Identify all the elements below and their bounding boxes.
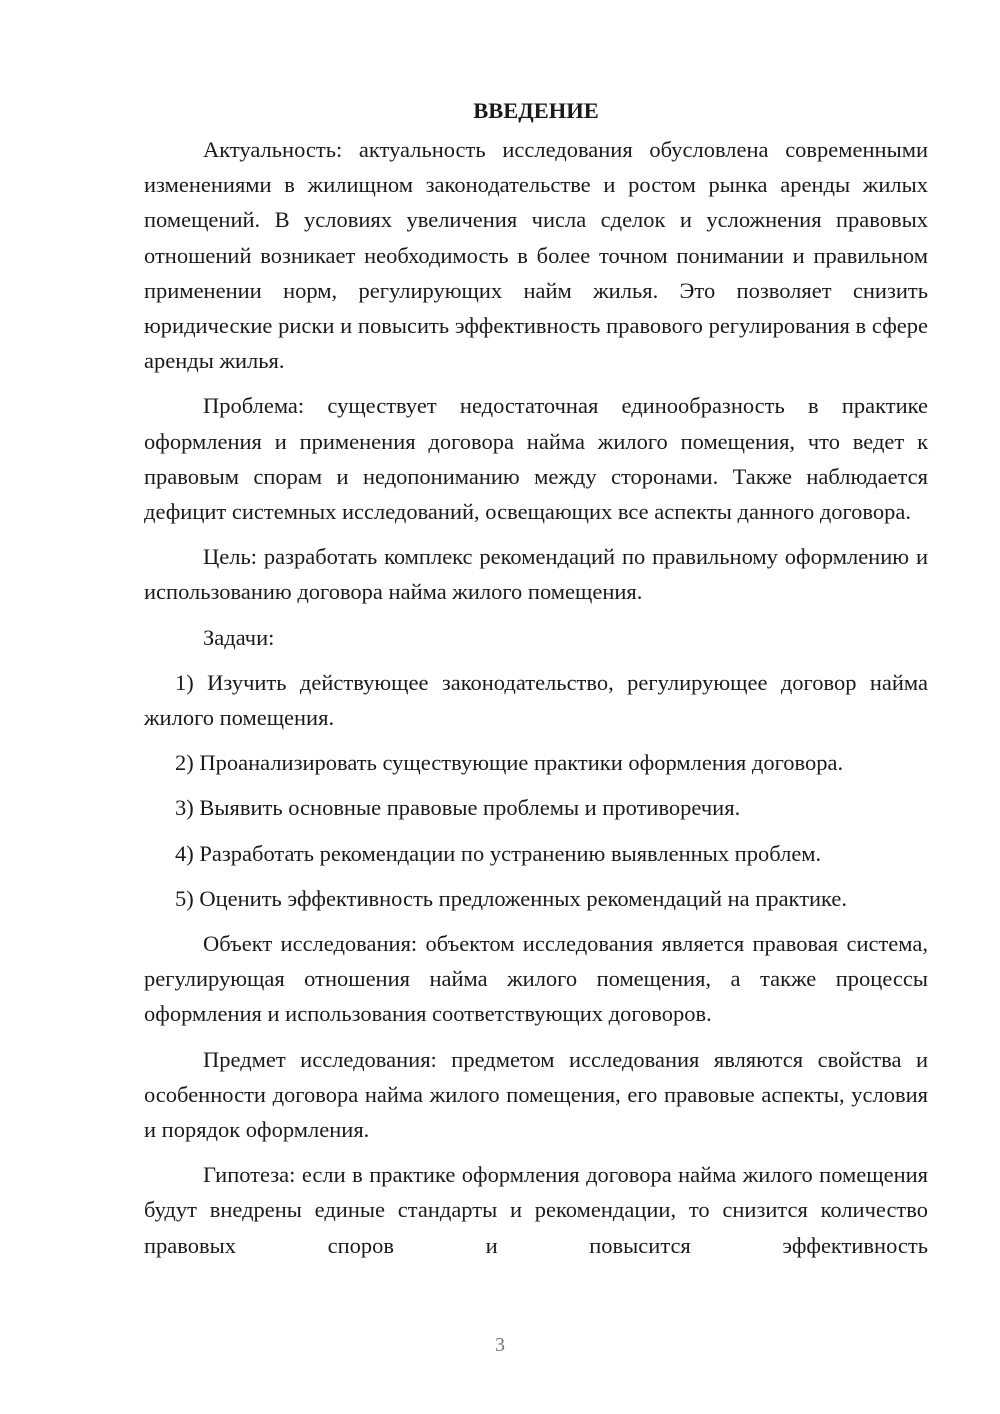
task-item-5: 5) Оценить эффективность предложенных рекомендаций на практике.: [175, 885, 848, 911]
hypothesis-paragraph: Гипотеза: если в практике оформления договора найма жилого помещения будут внедрены единые стандарты и рекомендации, то снизится количество правовых споров и повысится эффективность: [144, 1162, 928, 1258]
tasks-label: Задачи:: [203, 624, 275, 650]
task-item-2: 2) Проанализировать существующие практики оформления договора.: [175, 750, 844, 776]
task-item-3: 3) Выявить основные правовые проблемы и противоречия.: [175, 795, 741, 821]
page-title: ВВЕДЕНИЕ: [473, 98, 599, 123]
task-item-1: 1) Изучить действующее законодательство, регулирующее договор найма жилого помещения.: [144, 669, 928, 731]
relevance-paragraph: Актуальность: актуальность исследования обусловлена современными изменениями в жилищном законодательстве и ростом рынка аренды жилых помещений. В условиях увеличения числа сделок и усложнения правовых отношений возникает необходимость в более точном понимании и правильном применении норм, регулирующих найм жилья. Это позволяет снизить юридические риски и повысить эффективность правового регулирования в сфере аренды жилья.: [144, 137, 928, 374]
problem-paragraph: Проблема: существует недостаточная единообразность в практике оформления и применения договора найма жилого помещения, что ведет к правовым спорам и недопониманию между сторонами. Также наблюдается дефицит системных исследований, освещающих все аспекты данного договора.: [144, 393, 928, 525]
page-number: 3: [495, 1334, 505, 1356]
object-paragraph: Объект исследования: объектом исследования является правовая система, регулирующая отношения найма жилого помещения, а также процессы оформления и использования соответствующих договоров.: [144, 931, 928, 1027]
document-body: [144, 92, 928, 1273]
task-item-4: 4) Разработать рекомендации по устранению выявленных проблем.: [175, 840, 822, 866]
subject-paragraph: Предмет исследования: предметом исследования являются свойства и особенности договора найма жилого помещения, его правовые аспекты, условия и порядок оформления.: [144, 1046, 928, 1143]
goal-paragraph: Цель: разработать комплекс рекомендаций по правильному оформлению и использованию договора найма жилого помещения.: [144, 544, 928, 605]
